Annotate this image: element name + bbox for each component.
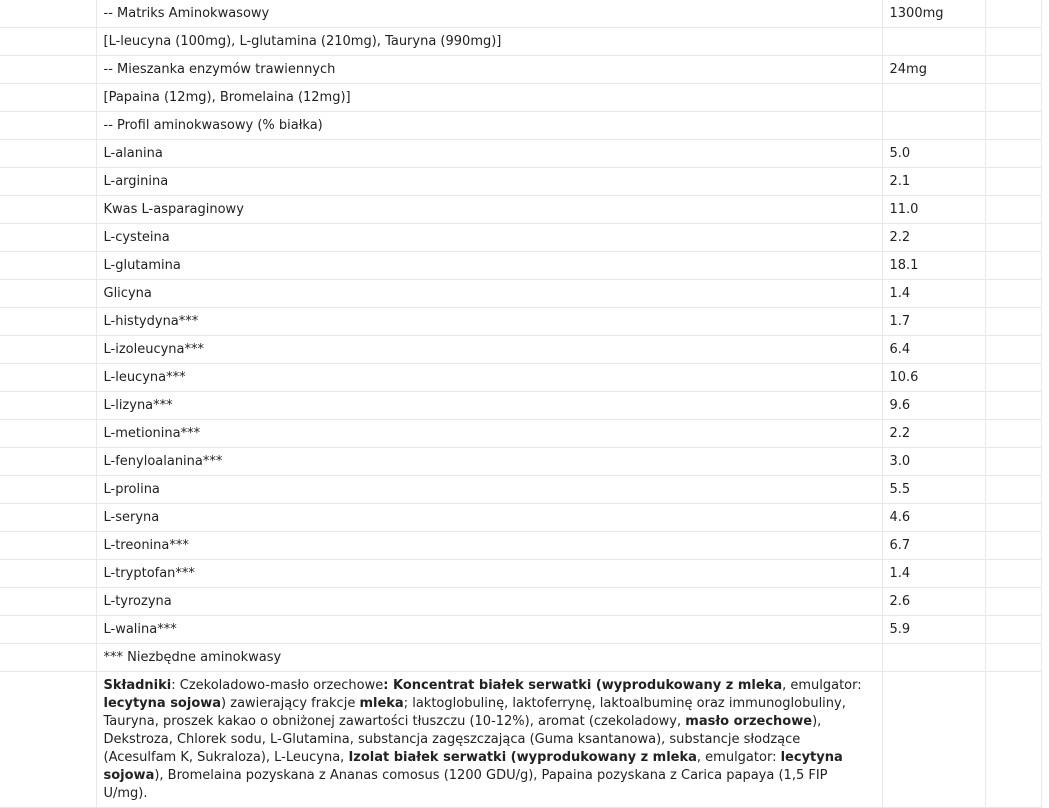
- row-gutter-cell: [0, 0, 96, 28]
- ingredients-bold-segment: lecytyna sojowa: [103, 696, 222, 711]
- table-row: [0, 252, 1041, 280]
- ingredients-text: [96, 672, 882, 808]
- row-gutter-cell: [0, 280, 96, 308]
- row-gutter-cell: [0, 196, 96, 224]
- ingredients-segment: ), Dekstroza, Chlorek sodu, L-Glutamina, substancja zagęszczająca (Guma ksantanowa), substancje słodzące (Acesulfam K, Sukraloza), L-Leucyna,: [103, 714, 822, 765]
- nutrient-value-cell: 5.9: [882, 616, 985, 644]
- nutrient-name-cell: L-prolina: [96, 476, 882, 504]
- row-trailing-cell: [985, 280, 1041, 308]
- nutrient-name-cell: -- Matriks Aminokwasowy: [96, 0, 882, 28]
- table-row: [0, 280, 1041, 308]
- row-gutter-cell: [0, 448, 96, 476]
- nutrient-value-cell: 18.1: [882, 252, 985, 280]
- nutrient-name-cell: -- Profil aminokwasowy (% białka): [96, 112, 882, 140]
- row-gutter-cell: [0, 140, 96, 168]
- row-gutter-cell: [0, 28, 96, 56]
- table-row: [0, 112, 1041, 140]
- nutrient-value-cell: 6.4: [882, 336, 985, 364]
- row-gutter-cell: [0, 588, 96, 616]
- ingredients-segment: ) zawierający frakcje: [221, 696, 360, 711]
- row-trailing-cell: [985, 672, 1041, 808]
- row-trailing-cell: [985, 224, 1041, 252]
- row-trailing-cell: [985, 644, 1041, 672]
- table-row: [0, 196, 1041, 224]
- table-row: [0, 168, 1041, 196]
- table-row: [0, 140, 1041, 168]
- row-gutter-cell: [0, 504, 96, 532]
- nutrient-name-cell: L-seryna: [96, 504, 882, 532]
- table-row: [0, 56, 1041, 84]
- row-trailing-cell: [985, 588, 1041, 616]
- nutrient-name-cell: L-arginina: [96, 168, 882, 196]
- nutrient-value-cell: 1.4: [882, 560, 985, 588]
- row-gutter-cell: [0, 420, 96, 448]
- ingredients-bold-segment: masło orzechowe: [685, 714, 813, 729]
- row-trailing-cell: [985, 28, 1041, 56]
- table-row: [0, 28, 1041, 56]
- row-trailing-cell: [985, 336, 1041, 364]
- table-row: [0, 420, 1041, 448]
- row-trailing-cell: [985, 112, 1041, 140]
- table-row: [0, 644, 1041, 672]
- row-gutter-cell: [0, 532, 96, 560]
- table-row: [0, 392, 1041, 420]
- row-trailing-cell: [985, 364, 1041, 392]
- nutrient-value-cell: 1.4: [882, 280, 985, 308]
- nutrient-value-cell: [882, 28, 985, 56]
- nutrient-value-cell: 4.6: [882, 504, 985, 532]
- row-trailing-cell: [985, 616, 1041, 644]
- row-gutter-cell: [0, 364, 96, 392]
- row-trailing-cell: [985, 560, 1041, 588]
- row-gutter-cell: [0, 476, 96, 504]
- nutrient-name-cell: L-leucyna***: [96, 364, 882, 392]
- nutrient-name-cell: L-fenyloalanina***: [96, 448, 882, 476]
- ingredients-segment: , emulgator:: [696, 750, 781, 765]
- table-row: [0, 616, 1041, 644]
- row-trailing-cell: [985, 420, 1041, 448]
- row-trailing-cell: [985, 504, 1041, 532]
- nutrient-name-cell: *** Niezbędne aminokwasy: [96, 644, 882, 672]
- nutrient-name-cell: L-tryptofan***: [96, 560, 882, 588]
- nutrient-name-cell: L-cysteina: [96, 224, 882, 252]
- table-row: [0, 532, 1041, 560]
- nutrient-value-cell: 10.6: [882, 364, 985, 392]
- table-row: [0, 588, 1041, 616]
- ingredients-value-cell: [882, 672, 985, 808]
- nutrient-value-cell: 1300mg: [882, 0, 985, 28]
- row-gutter-cell: [0, 224, 96, 252]
- table-row: [0, 336, 1041, 364]
- row-gutter-cell: [0, 112, 96, 140]
- table-row: [0, 448, 1041, 476]
- ingredients-bold-segment: Składniki: [103, 678, 172, 693]
- row-gutter-cell: [0, 168, 96, 196]
- nutrient-value-cell: [882, 644, 985, 672]
- row-trailing-cell: [985, 308, 1041, 336]
- nutrient-value-cell: 2.2: [882, 420, 985, 448]
- row-gutter-cell: [0, 84, 96, 112]
- ingredients-segment: ; laktoglobulinę, laktoferrynę, laktoalbuminę oraz immunoglobuliny, Tauryna, proszek kakao o obniżonej zawartości tłuszczu (10-12%), aromat (czekoladowy,: [103, 696, 846, 729]
- row-trailing-cell: [985, 448, 1041, 476]
- table-row: [0, 0, 1041, 28]
- nutrient-name-cell: Kwas L-asparaginowy: [96, 196, 882, 224]
- nutrient-value-cell: 9.6: [882, 392, 985, 420]
- nutrient-value-cell: [882, 84, 985, 112]
- nutrient-value-cell: 6.7: [882, 532, 985, 560]
- ingredients-segment: : Czekoladowo-masło orzechowe: [171, 678, 384, 693]
- table-row: [0, 308, 1041, 336]
- nutrient-value-cell: [882, 112, 985, 140]
- nutrient-value-cell: 11.0: [882, 196, 985, 224]
- nutrient-name-cell: L-glutamina: [96, 252, 882, 280]
- nutrient-name-cell: [Papaina (12mg), Bromelaina (12mg)]: [96, 84, 882, 112]
- ingredients-segment: ), Bromelaina pozyskana z Ananas comosus (1200 GDU/g), Papaina pozyskana z Carica papaya (1,5 FIP U/mg).: [103, 768, 828, 801]
- table-row: [0, 504, 1041, 532]
- ingredients-bold-segment: : Koncentrat białek serwatki (wyprodukowany z mleka: [383, 678, 783, 693]
- nutrient-name-cell: L-izoleucyna***: [96, 336, 882, 364]
- row-trailing-cell: [985, 84, 1041, 112]
- row-trailing-cell: [985, 196, 1041, 224]
- nutrient-value-cell: 1.7: [882, 308, 985, 336]
- row-gutter-cell: [0, 644, 96, 672]
- nutrient-name-cell: Glicyna: [96, 280, 882, 308]
- row-trailing-cell: [985, 168, 1041, 196]
- row-trailing-cell: [985, 392, 1041, 420]
- row-gutter-cell: [0, 308, 96, 336]
- nutrient-value-cell: 2.2: [882, 224, 985, 252]
- nutrient-name-cell: L-histydyna***: [96, 308, 882, 336]
- row-trailing-cell: [985, 56, 1041, 84]
- row-gutter-cell: [0, 560, 96, 588]
- row-trailing-cell: [985, 252, 1041, 280]
- nutrient-name-cell: L-metionina***: [96, 420, 882, 448]
- nutrient-name-cell: L-tyrozyna: [96, 588, 882, 616]
- row-gutter-cell: [0, 392, 96, 420]
- nutrient-name-cell: [L-leucyna (100mg), L-glutamina (210mg), Tauryna (990mg)]: [96, 28, 882, 56]
- row-trailing-cell: [985, 140, 1041, 168]
- table-row: [0, 84, 1041, 112]
- nutrient-value-cell: 3.0: [882, 448, 985, 476]
- nutrient-value-cell: 2.6: [882, 588, 985, 616]
- table-row: [0, 364, 1041, 392]
- nutrient-name-cell: -- Mieszanka enzymów trawiennych: [96, 56, 882, 84]
- ingredients-bold-segment: lecytyna sojowa: [103, 750, 843, 783]
- row-gutter-cell: [0, 252, 96, 280]
- table-row: [0, 476, 1041, 504]
- table-row: [0, 224, 1041, 252]
- nutrient-value-cell: 5.0: [882, 140, 985, 168]
- row-trailing-cell: [985, 532, 1041, 560]
- ingredients-bold-segment: mleka: [359, 696, 404, 711]
- row-trailing-cell: [985, 476, 1041, 504]
- ingredients-row: [0, 672, 1041, 808]
- row-trailing-cell: [985, 0, 1041, 28]
- nutrient-value-cell: 5.5: [882, 476, 985, 504]
- row-gutter-cell: [0, 336, 96, 364]
- nutrient-name-cell: L-lizyna***: [96, 392, 882, 420]
- ingredients-bold-segment: Izolat białek serwatki (wyprodukowany z mleka: [348, 750, 697, 765]
- ingredients-segment: , emulgator:: [782, 678, 862, 693]
- nutrient-name-cell: L-alanina: [96, 140, 882, 168]
- table-row: [0, 560, 1041, 588]
- row-gutter-cell: [0, 56, 96, 84]
- nutrient-value-cell: 2.1: [882, 168, 985, 196]
- nutrient-name-cell: L-walina***: [96, 616, 882, 644]
- row-gutter-cell: [0, 616, 96, 644]
- row-gutter-cell: [0, 672, 96, 808]
- nutrient-value-cell: 24mg: [882, 56, 985, 84]
- nutrient-name-cell: L-treonina***: [96, 532, 882, 560]
